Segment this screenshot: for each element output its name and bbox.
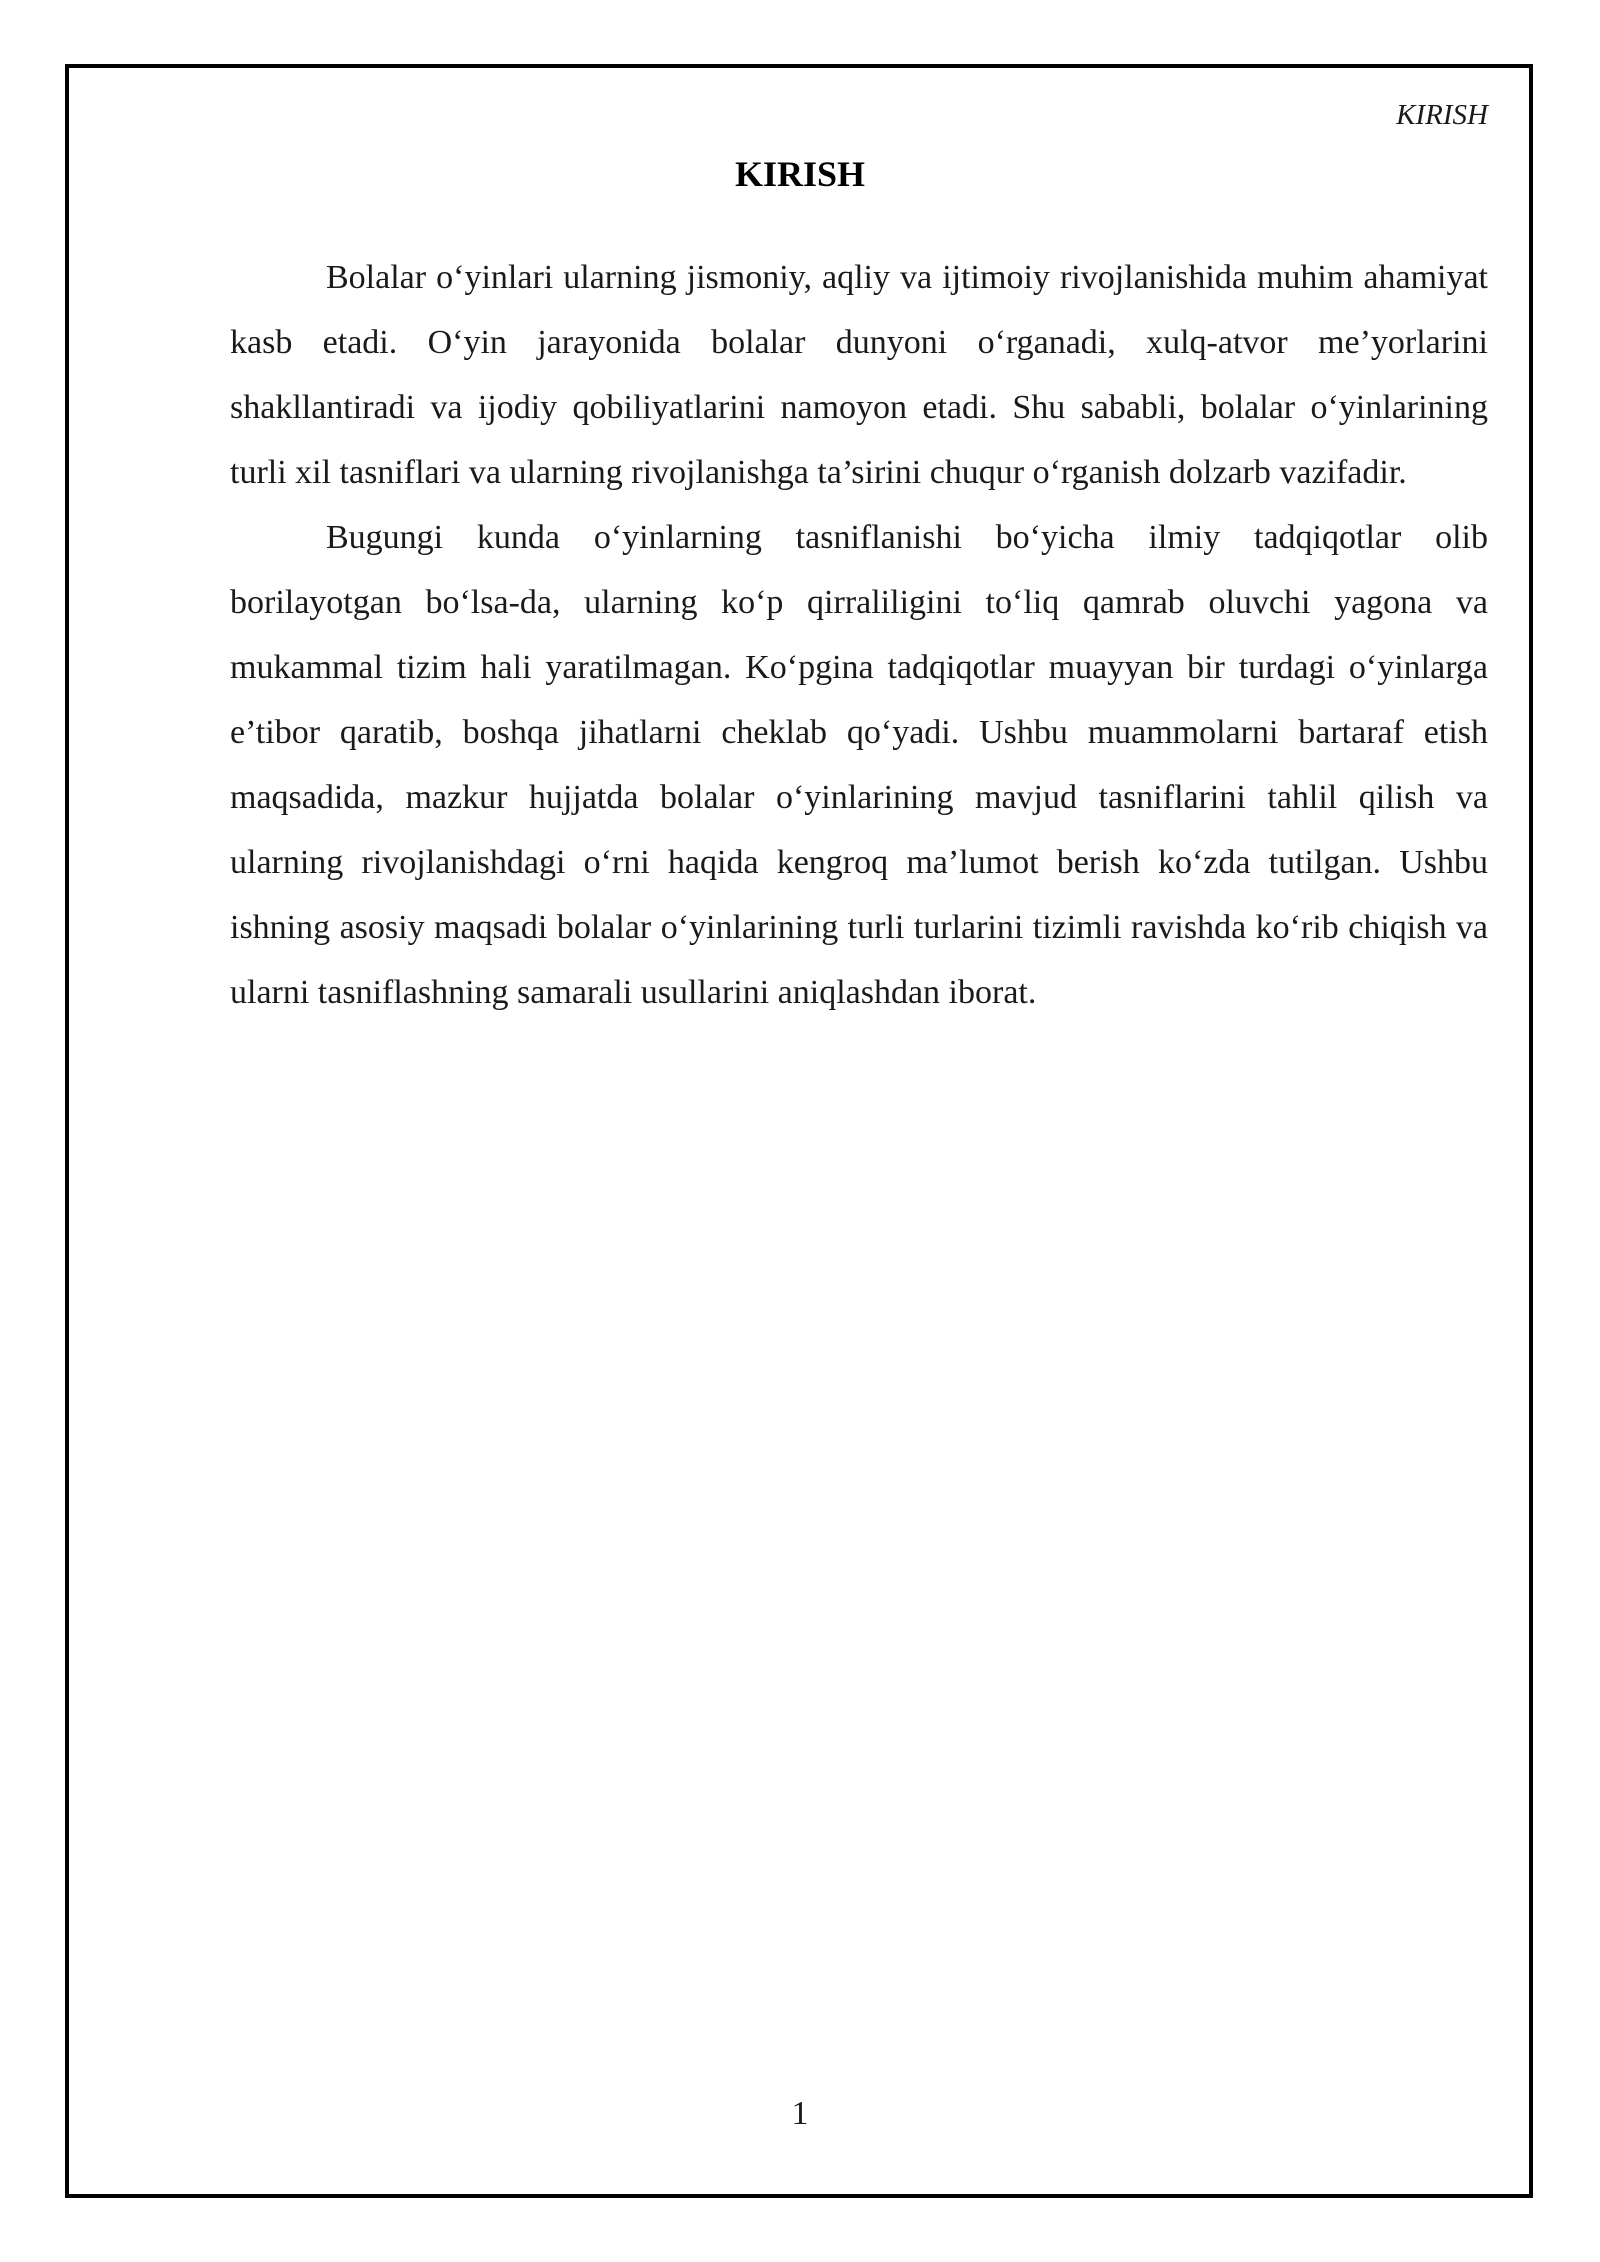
body-text: [230, 245, 1488, 1025]
page-number: 1: [791, 2095, 809, 2132]
paragraph-1: Bolalar o‘yinlari ularning jismoniy, aqliy va ijtimoiy rivojlanishida muhim ahamiyat kasb etadi. O‘yin jarayonida bolalar dunyoni o‘rganadi, xulq-atvor me’yorlarini shakllantiradi va ijodiy qobiliyatlarini namoyon etadi. Shu sababli, bolalar o‘yinlarining turli xil tasniflari va ularning rivojlanishga ta’sirini chuqur o‘rganish dolzarb vazifadir.: [230, 259, 1488, 491]
page-title: KIRISH: [734, 154, 866, 194]
paragraph-2: Bugungi kunda o‘yinlarning tasniflanishi bo‘yicha ilmiy tadqiqotlar olib borilayotgan bo‘lsa-da, ularning ko‘p qirraliligini to‘liq qamrab oluvchi yagona va mukammal tizim hali yaratilmagan. Ko‘pgina tadqiqotlar muayyan bir turdagi o‘yinlarga e’tibor qaratib, boshqa jihatlarni cheklab qo‘yadi. Ushbu muammolarni bartaraf etish maqsadida, mazkur hujjatda bolalar o‘yinlarining mavjud tasniflarini tahlil qilish va ularning rivojlanishdagi o‘rni haqida kengroq ma’lumot berish ko‘zda tutilgan. Ushbu ishning asosiy maqsadi bolalar o‘yinlarining turli turlarini tizimli ravishda ko‘rib chiqish va ularni tasniflashning samarali usullarini aniqlashdan iborat.: [230, 519, 1488, 1011]
running-header: KIRISH: [1396, 99, 1488, 131]
